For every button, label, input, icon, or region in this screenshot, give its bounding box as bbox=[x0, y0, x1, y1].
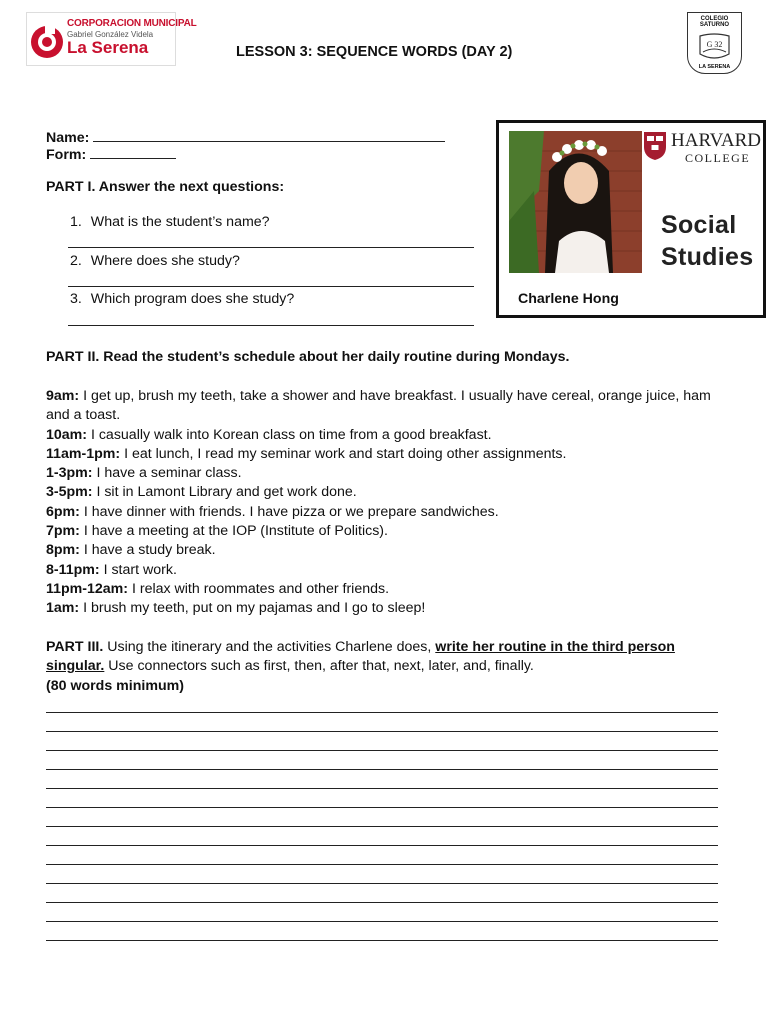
schedule-item bbox=[46, 599, 726, 618]
writing-line[interactable] bbox=[46, 902, 718, 903]
writing-line[interactable] bbox=[46, 883, 718, 884]
schedule-item bbox=[46, 561, 726, 580]
schedule-item bbox=[46, 580, 726, 599]
schedule-text: I casually walk into Korean class on time from a good breakfast. bbox=[87, 426, 492, 443]
schedule-item bbox=[46, 387, 726, 426]
schedule-item bbox=[46, 541, 726, 560]
colegio-saturno-crest bbox=[687, 12, 742, 74]
schedule-time: 6pm: bbox=[46, 503, 80, 520]
name-blank[interactable] bbox=[93, 128, 445, 142]
schedule-text: I relax with roommates and other friends. bbox=[128, 580, 390, 597]
portrait-illustration-icon bbox=[509, 131, 642, 273]
student-name-caption: Charlene Hong bbox=[518, 291, 619, 307]
part3-emphasis: write her routine in the third person singular. bbox=[46, 639, 675, 675]
schedule-item bbox=[46, 503, 726, 522]
schedule-time: 9am: bbox=[46, 388, 80, 404]
schedule-time: 10am: bbox=[46, 426, 88, 443]
subject-line-1: Social bbox=[661, 211, 737, 239]
writing-line[interactable] bbox=[46, 826, 718, 827]
question-text: What is the student’s name? bbox=[90, 214, 270, 230]
name-field bbox=[46, 128, 445, 146]
schedule-item bbox=[46, 445, 726, 464]
writing-line[interactable] bbox=[46, 712, 718, 713]
book-shield-icon bbox=[697, 32, 732, 62]
crest-badge: G 32 bbox=[706, 40, 723, 49]
la-serena-emblem-icon bbox=[29, 14, 65, 66]
form-blank[interactable] bbox=[90, 145, 176, 159]
question-1 bbox=[70, 214, 270, 230]
question-3 bbox=[70, 291, 294, 307]
schedule-item bbox=[46, 464, 726, 483]
schedule-text: I start work. bbox=[99, 561, 177, 578]
part1-heading: PART I. Answer the next questions: bbox=[46, 179, 285, 195]
question-number: 2. bbox=[70, 253, 82, 269]
form-field bbox=[46, 145, 176, 163]
writing-line[interactable] bbox=[46, 769, 718, 770]
schedule-text: I eat lunch, I read my seminar work and start doing other assignments. bbox=[120, 445, 567, 462]
schedule-time: 1-3pm: bbox=[46, 465, 93, 482]
schedule-text: I have a meeting at the IOP (Institute of Politics). bbox=[79, 523, 388, 540]
logo-line-2: Gabriel González Videla bbox=[67, 30, 154, 39]
answer-line-3[interactable] bbox=[68, 325, 474, 326]
schedule-list bbox=[46, 387, 726, 619]
harvard-wordmark: HARVARD bbox=[671, 130, 761, 151]
part3-intro: Using the itinerary and the activities Charlene does, bbox=[103, 639, 436, 655]
schedule-time: 11pm-12am: bbox=[46, 580, 129, 597]
name-label: Name: bbox=[46, 130, 90, 146]
writing-line[interactable] bbox=[46, 807, 718, 808]
crest-line-2: SATURNO bbox=[699, 22, 730, 28]
question-2 bbox=[70, 253, 240, 269]
harvard-shield-icon bbox=[643, 131, 667, 161]
schedule-time: 7pm: bbox=[46, 523, 80, 540]
schedule-time: 8pm: bbox=[46, 542, 80, 559]
schedule-text: I sit in Lamont Library and get work done. bbox=[92, 484, 357, 501]
schedule-time: 8-11pm: bbox=[46, 561, 100, 578]
student-photo bbox=[509, 131, 642, 273]
logo-line-1: CORPORACION MUNICIPAL bbox=[67, 18, 197, 29]
writing-line[interactable] bbox=[46, 731, 718, 732]
schedule-item bbox=[46, 522, 726, 541]
writing-line[interactable] bbox=[46, 940, 718, 941]
writing-line[interactable] bbox=[46, 864, 718, 865]
schedule-time: 1am: bbox=[46, 600, 80, 617]
schedule-text: I brush my teeth, put on my pajamas and I go to sleep! bbox=[79, 600, 426, 617]
crest-line-1: COLEGIO bbox=[700, 16, 729, 22]
schedule-text: I have a study break. bbox=[79, 542, 216, 559]
college-wordmark: COLLEGE bbox=[685, 151, 751, 165]
writing-line[interactable] bbox=[46, 750, 718, 751]
answer-line-2[interactable] bbox=[68, 286, 474, 287]
part3-instructions bbox=[46, 638, 726, 696]
question-number: 3. bbox=[70, 291, 82, 307]
student-profile-card bbox=[496, 120, 766, 318]
corporacion-municipal-logo bbox=[26, 12, 197, 66]
writing-line[interactable] bbox=[46, 921, 718, 922]
answer-line-1[interactable] bbox=[68, 247, 474, 248]
part3-label: PART III. bbox=[46, 639, 104, 655]
writing-line[interactable] bbox=[46, 788, 718, 789]
schedule-time: 11am-1pm: bbox=[46, 445, 121, 462]
schedule-item bbox=[46, 483, 726, 502]
form-label: Form: bbox=[46, 147, 87, 163]
word-minimum: (80 words minimum) bbox=[46, 677, 184, 694]
crest-line-3: LA SERENA bbox=[698, 64, 731, 70]
part3-rest: Use connectors such as first, then, after that, next, later, and, finally. bbox=[104, 658, 534, 675]
harvard-college-logo bbox=[641, 129, 761, 171]
subject-line-2: Studies bbox=[661, 243, 754, 271]
page-title: LESSON 3: SEQUENCE WORDS (DAY 2) bbox=[236, 44, 513, 60]
schedule-text: I have dinner with friends. I have pizza or we prepare sandwiches. bbox=[79, 503, 499, 520]
schedule-item bbox=[46, 426, 726, 445]
question-text: Which program does she study? bbox=[90, 291, 295, 307]
part2-heading: PART II. Read the student’s schedule about her daily routine during Mondays. bbox=[46, 349, 570, 365]
schedule-time: 3-5pm: bbox=[46, 484, 93, 501]
logo-line-3: La Serena bbox=[67, 38, 149, 57]
question-number: 1. bbox=[70, 214, 82, 230]
writing-line[interactable] bbox=[46, 845, 718, 846]
question-text: Where does she study? bbox=[90, 253, 240, 269]
schedule-text: I have a seminar class. bbox=[92, 465, 242, 482]
schedule-text: I get up, brush my teeth, take a shower and have breakfast. I usually have cereal, orange juice, ham and a toast. bbox=[46, 388, 711, 424]
